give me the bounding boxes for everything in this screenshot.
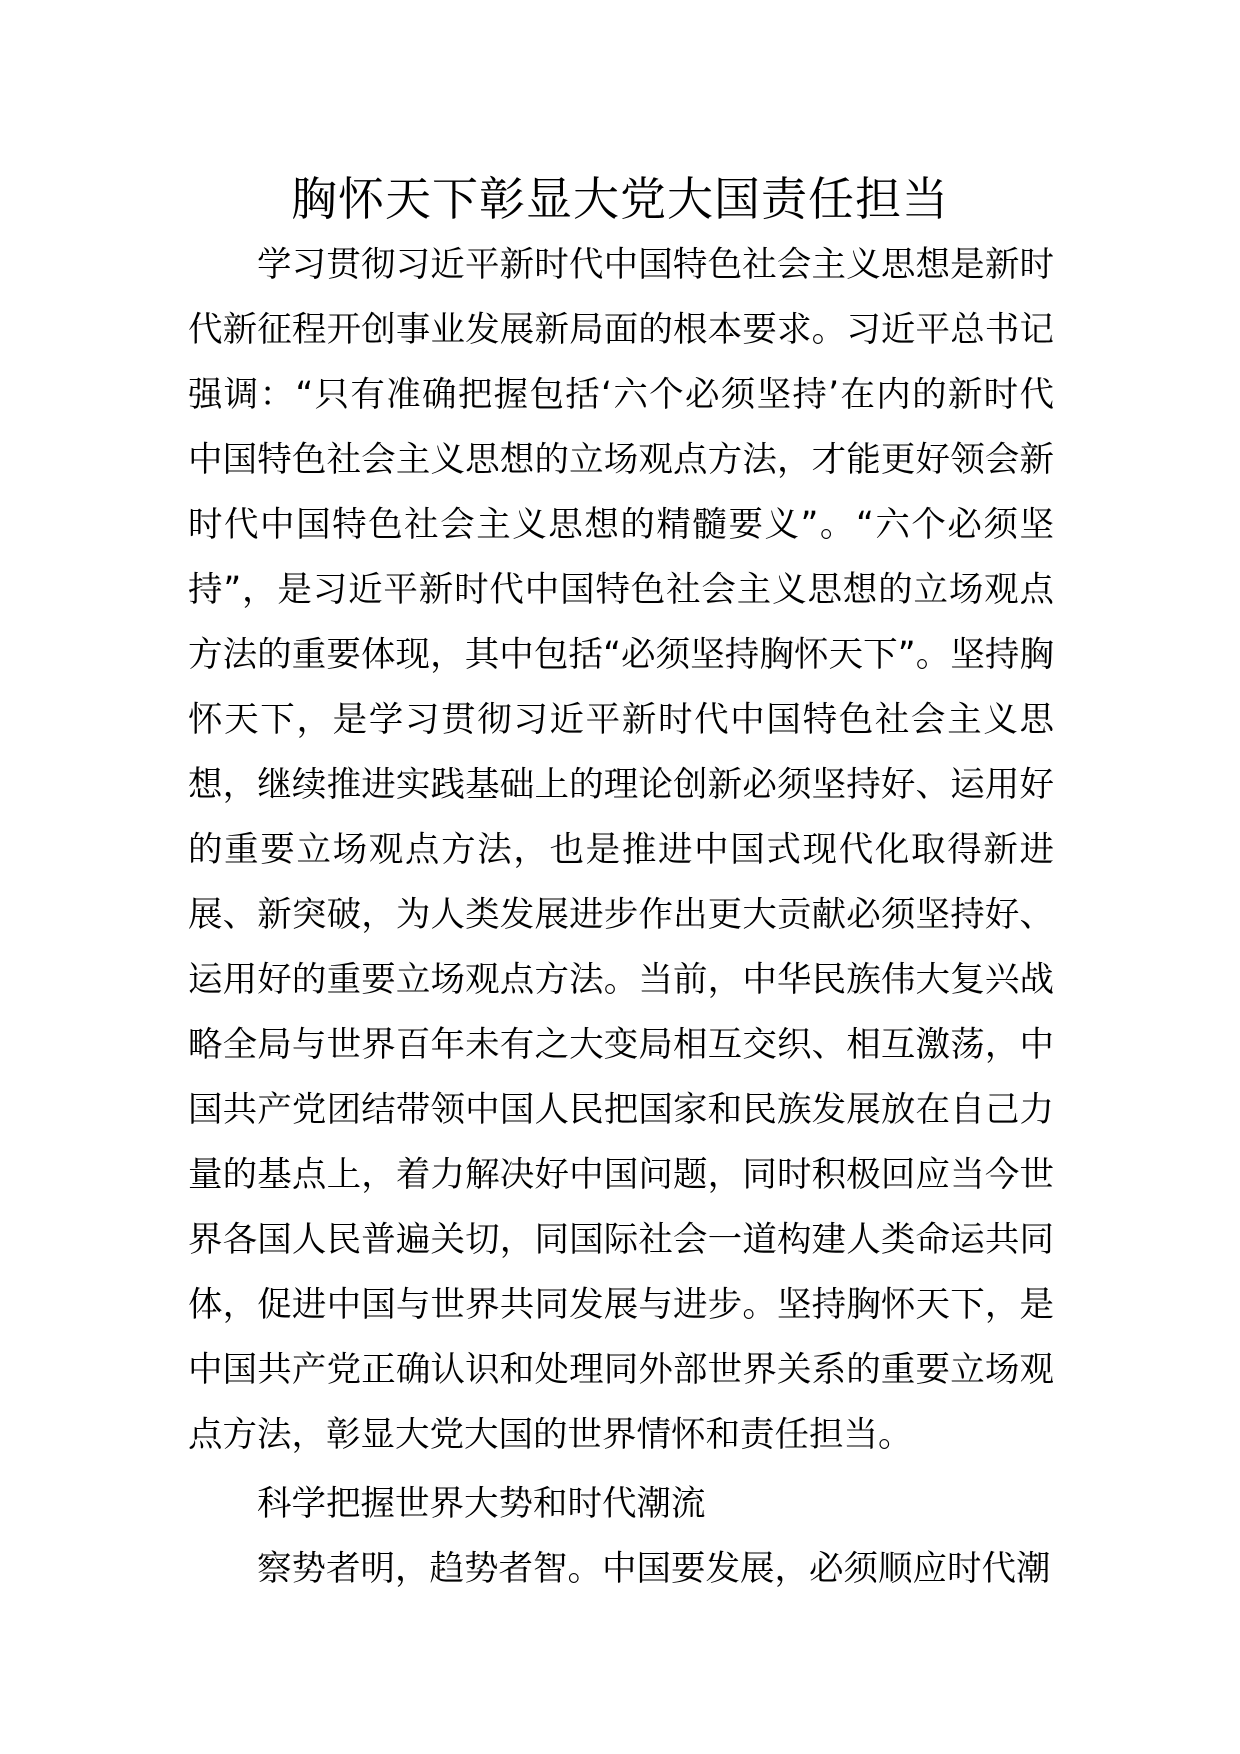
body-paragraph: 学习贯彻习近平新时代中国特色社会主义思想是新时代新征程开创事业发展新局面的根本要求。习近平总书记强调：“只有准确把握包括‘六个必须坚持’在内的新时代中国特色社会主义思想的立场观点方法，才能更好领会新时代中国特色社会主义思想的精髓要义”。“六个必须坚持”，是习近平新时代中国特色社会主义思想的立场观点方法的重要体现，其中包括“必须坚持胸怀天下”。坚持胸怀天下，是学习贯彻习近平新时代中国特色社会主义思想，继续推进实践基础上的理论创新必须坚持好、运用好的重要立场观点方法，也是推进中国式现代化取得新进展、新突破，为人类发展进步作出更大贡献必须坚持好、运用好的重要立场观点方法。当前，中华民族伟大复兴战略全局与世界百年未有之大变局相互交织、相互激荡，中国共产党团结带领中国人民把国家和民族发展放在自己力量的基点上，着力解决好中国问题，同时积极回应当今世界各国人民普遍关切，同国际社会一道构建人类命运共同体，促进中国与世界共同发展与进步。坚持胸怀天下，是中国共产党正确认识和处理同外部世界关系的重要立场观点方法，彰显大党大国的世界情怀和责任担当。 bbox=[188, 245, 1054, 1455]
section-heading: 科学把握世界大势和时代潮流 bbox=[257, 1484, 706, 1524]
body-paragraph: 察势者明，趋势者智。中国要发展，必须顺应时代潮 bbox=[257, 1549, 1051, 1589]
document-title: 胸怀天下彰显大党大国责任担当 bbox=[291, 172, 949, 226]
